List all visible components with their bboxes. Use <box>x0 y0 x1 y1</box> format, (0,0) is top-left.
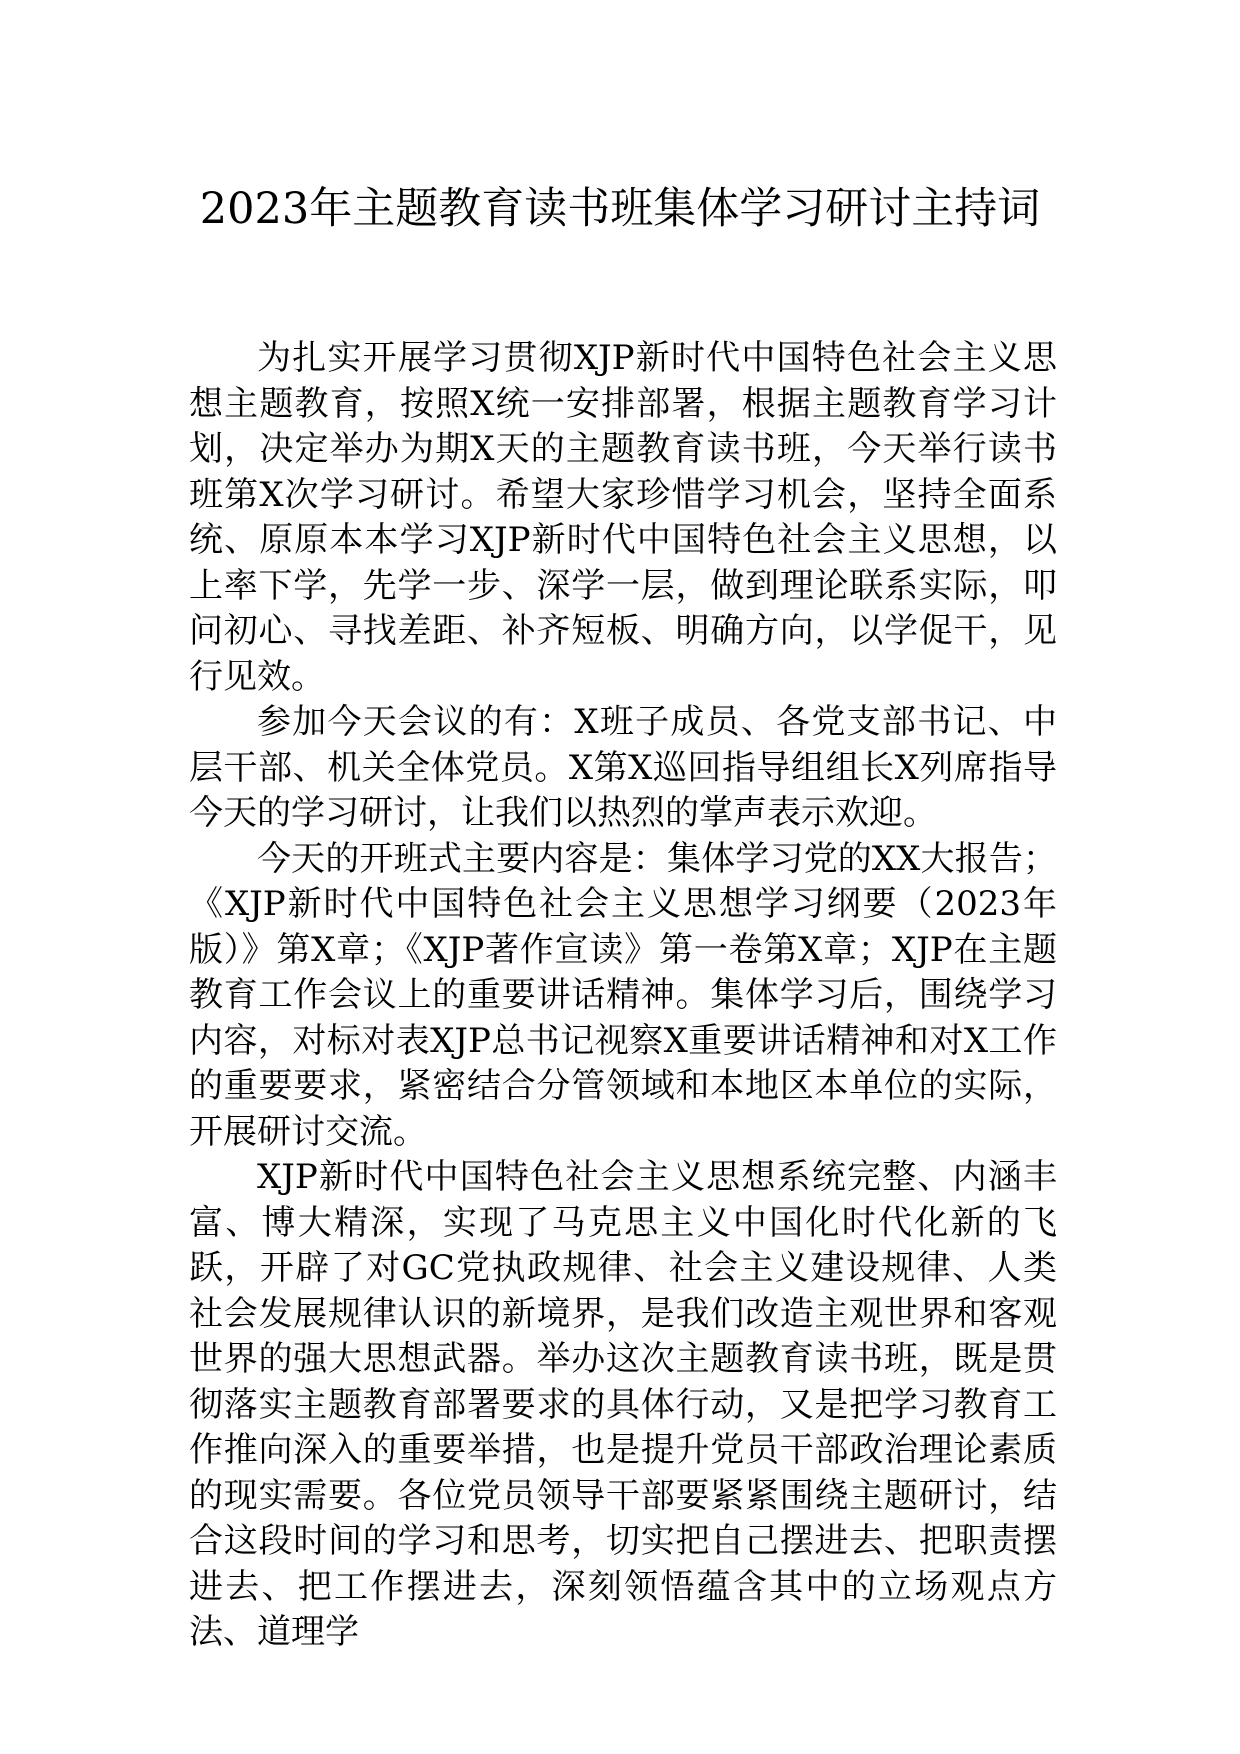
paragraph-2: 参加今天会议的有：X班子成员、各党支部书记、中层干部、机关全体党员。X第X巡回指导组组长X列席指导今天的学习研讨，让我们以热烈的掌声表示欢迎。 <box>189 702 1057 833</box>
document-body <box>189 336 1057 1656</box>
paragraph-3: 今天的开班式主要内容是：集体学习党的XX大报告；《XJP新时代中国特色社会主义思想学习纲要（2023年版）》第X章；《XJP著作宣读》第一卷第X章；XJP在主题教育工作会议上的重要讲话精神。集体学习后，围绕学习内容，对标对表XJP总书记视察X重要讲话精神和对X工作的重要要求，紧密结合分管领域和本地区本单位的实际，开展研讨交流。 <box>189 838 1057 1152</box>
paragraph-1: 为扎实开展学习贯彻XJP新时代中国特色社会主义思想主题教育，按照X统一安排部署，根据主题教育学习计划，决定举办为期X天的主题教育读书班，今天举行读书班第X次学习研讨。希望大家珍惜学习机会，坚持全面系统、原原本本学习XJP新时代中国特色社会主义思想，以上率下学，先学一步、深学一层，做到理论联系实际，叩问初心、寻找差距、补齐短板、明确方向，以学促干，见行见效。 <box>189 338 1057 697</box>
paragraph-4: XJP新时代中国特色社会主义思想系统完整、内涵丰富、博大精深，实现了马克思主义中国化时代化新的飞跃，开辟了对GC党执政规律、社会主义建设规律、人类社会发展规律认识的新境界，是我们改造主观世界和客观世界的强大思想武器。举办这次主题教育读书班，既是贯彻落实主题教育部署要求的具体行动，又是把学习教育工作推向深入的重要举措，也是提升党员干部政治理论素质的现实需要。各位党员领导干部要紧紧围绕主题研讨，结合这段时间的学习和思考，切实把自己摆进去、把职责摆进去、把工作摆进去，深刻领悟蕴含其中的立场观点方法、道理学 <box>189 1157 1057 1652</box>
document-title: 2023年主题教育读书班集体学习研讨主持词 <box>199 184 1041 234</box>
